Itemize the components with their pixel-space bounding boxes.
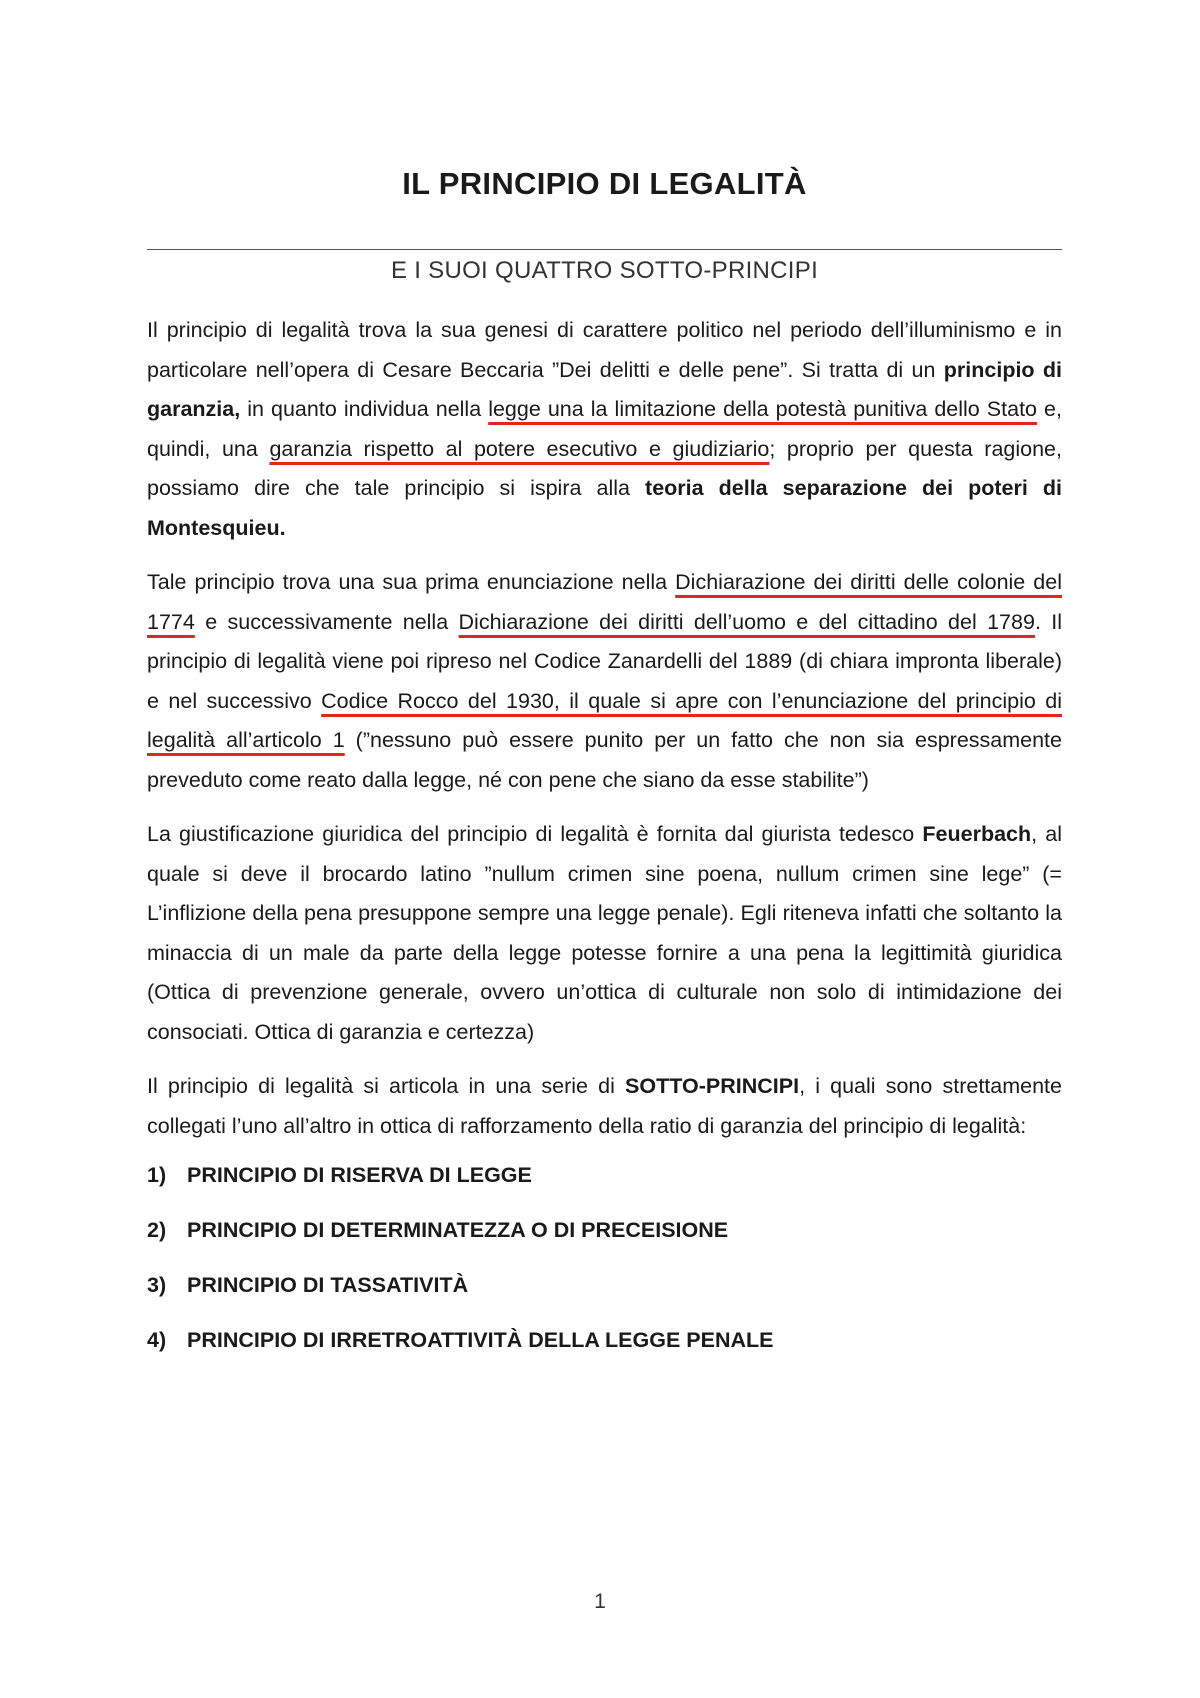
text-span: , al quale si deve il brocardo latino ”nullum crimen sine poena, nullum crimen sine lege” (= L’inflizione della pena presuppone sempre una legge penale). Egli riteneva infatti che soltanto la minaccia di un male da parte della legge potesse fornire a una pena la legittimità giuridica (Ottica di prevenzione generale, ovvero un’ottica di culturale non solo di intimidazione dei consociati. Ottica di garanzia e certezza) xyxy=(147,822,1062,1044)
bold-text: SOTTO-PRINCIPI xyxy=(625,1074,800,1098)
list-item-label: PRINCIPIO DI RISERVA DI LEGGE xyxy=(187,1163,532,1187)
document-body xyxy=(147,311,1062,1381)
text-span: Il principio di legalità trova la sua genesi di carattere politico nel periodo dell’illuminismo e in particolare nell’opera di Cesare Beccaria ”Dei delitti e delle pene”. Si tratta di un xyxy=(147,318,1062,382)
text-span: ; proprio per questa ragione, possiamo dire che tale principio si ispira alla xyxy=(147,436,1062,500)
paragraph-origins xyxy=(147,311,1062,548)
text-span: . Il principio di legalità viene poi ripreso nel Codice Zanardelli del 1889 (di chiara impronta liberale) e nel successivo xyxy=(147,609,1063,713)
page-title: IL PRINCIPIO DI LEGALITÀ xyxy=(402,166,807,201)
text-span: (”nessuno può essere punito per un fatto che non sia espressamente preveduto come reato dalla legge, né con pene che siano da esse stabilite”) xyxy=(147,728,1062,792)
bold-text: Feuerbach xyxy=(922,822,1032,846)
list-item xyxy=(147,1271,1062,1299)
text-span: Tale principio trova una sua prima enunciazione nella xyxy=(147,570,676,594)
list-item-label: PRINCIPIO DI TASSATIVITÀ xyxy=(187,1273,469,1297)
text-span: La giustificazione giuridica del principio di legalità è fornita dal giurista tedesco xyxy=(147,822,923,846)
paragraph-subprinciples-intro xyxy=(147,1067,1062,1146)
page-number: 1 xyxy=(594,1590,606,1613)
list-item xyxy=(147,1161,1062,1189)
text-span: in quanto individua nella xyxy=(240,397,489,421)
list-item-label: PRINCIPIO DI IRRETROATTIVITÀ DELLA LEGGE PENALE xyxy=(187,1328,774,1352)
bold-text: teoria della separazione dei poteri di Montesquieu. xyxy=(147,476,1062,540)
text-span: e successivamente nella xyxy=(194,609,459,634)
underlined-text: garanzia rispetto al potere esecutivo e giudiziario xyxy=(269,436,770,461)
subprinciples-list xyxy=(147,1161,1062,1354)
list-item-number: 3) xyxy=(147,1273,167,1297)
page-subtitle: E I SUOI QUATTRO SOTTO-PRINCIPI xyxy=(390,257,819,284)
list-item xyxy=(147,1216,1062,1244)
paragraph-feuerbach xyxy=(147,815,1062,1052)
underlined-text: Dichiarazione dei diritti delle colonie del 1774 xyxy=(147,570,1063,634)
list-item-number: 2) xyxy=(147,1218,167,1242)
bold-text: principio di garanzia, xyxy=(147,357,1063,421)
list-item-number: 4) xyxy=(147,1328,167,1352)
paragraph-declarations xyxy=(147,563,1062,800)
text-span: , i quali sono strettamente collegati l’uno all’altro in ottica di rafforzamento della ratio di garanzia del principio di legalità: xyxy=(147,1074,1062,1138)
text-span: Il principio di legalità si articola in una serie di xyxy=(147,1074,626,1098)
title-divider xyxy=(147,249,1062,250)
underlined-text: legge una la limitazione della potestà punitiva dello Stato xyxy=(488,397,1038,421)
underlined-text: Codice Rocco del 1930, il quale si apre con l’enunciazione del principio di legalità all’articolo 1 xyxy=(147,688,1062,752)
list-item xyxy=(147,1326,1062,1354)
list-item-number: 1) xyxy=(147,1163,167,1187)
text-span: e, quindi, una xyxy=(147,397,1062,461)
underlined-text: Dichiarazione dei diritti dell’uomo e del cittadino del 1789 xyxy=(458,609,1035,634)
list-item-label: PRINCIPIO DI DETERMINATEZZA O DI PRECEISIONE xyxy=(187,1218,729,1242)
